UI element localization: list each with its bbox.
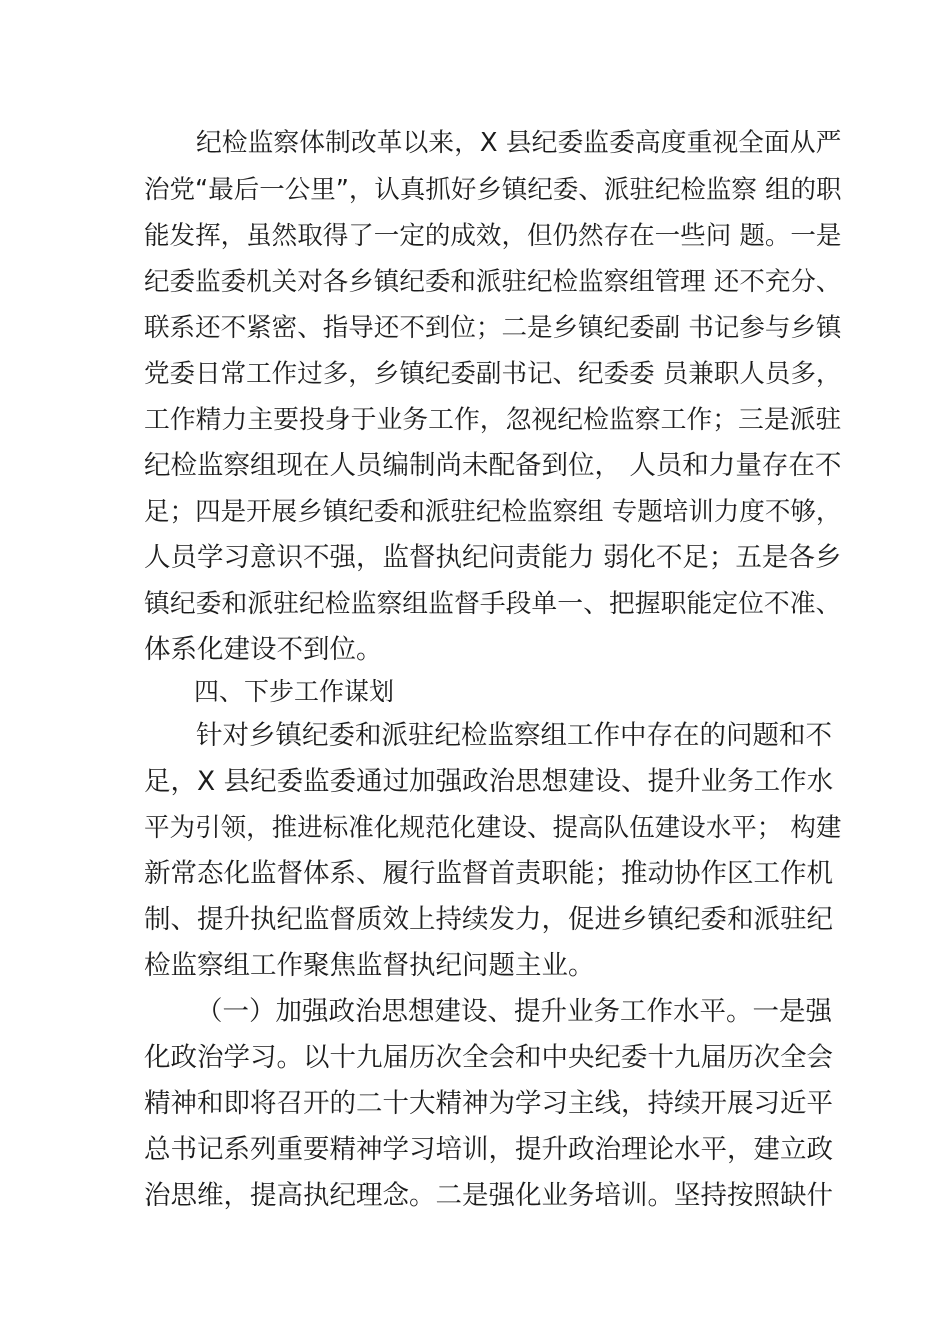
text-line: 化政治学习。以十九届历次全会和中央纪委十九届历次全会	[144, 1042, 833, 1073]
text-line: 体系化建设不到位。	[144, 634, 383, 665]
text-line: 制、提升执纪监督质效上持续发力，促进乡镇纪委和派驻纪	[144, 904, 833, 935]
text-line: 总书记系列重要精神学习培训，提升政治理论水平，建立政	[144, 1134, 833, 1165]
text-line: 检监察组工作聚焦监督执纪问题主业。	[144, 950, 595, 981]
text-line: 治党“最后一公里”，认真抓好乡镇纪委、派驻纪检监察 组的职	[144, 175, 842, 205]
text-line: 新常态化监督体系、履行监督首责职能；推动协作区工作机	[144, 858, 833, 889]
section-heading: 四、下步工作谋划	[194, 677, 395, 706]
text-line: 精神和即将召开的二十大精神为学习主线，持续开展习近平	[144, 1088, 833, 1119]
text-line: 针对乡镇纪委和派驻纪检监察组工作中存在的问题和不	[196, 720, 832, 751]
text-line: 人员学习意识不强，监督执纪问责能力 弱化不足；五是各乡	[144, 542, 842, 573]
text-line: 镇纪委和派驻纪检监察组监督手段单一、把握职能定位不准、	[144, 589, 842, 619]
text-line: 党委日常工作过多，乡镇纪委副书记、纪委委 员兼职人员多，	[144, 359, 842, 389]
text-line: 治思维，提高执纪理念。二是强化业务培训。坚持按照缺什	[144, 1180, 833, 1211]
text-line: （一）加强政治思想建设、提升业务工作水平。一是强	[196, 996, 832, 1027]
text-line: 能发挥，虽然取得了一定的成效，但仍然存在一些问 题。一是	[144, 221, 842, 251]
text-line: 纪委监委机关对各乡镇纪委和派驻纪检监察组管理 还不充分、	[144, 267, 842, 297]
text-line: 平为引领，推进标准化规范化建设、提高队伍建设水平； 构建	[144, 813, 842, 843]
text-line: 足，X 县纪委监委通过加强政治思想建设、提升业务工作水	[144, 766, 834, 797]
text-line: 足；四是开展乡镇纪委和派驻纪检监察组 专题培训力度不够，	[144, 497, 842, 527]
text-line: 联系还不紧密、指导还不到位；二是乡镇纪委副 书记参与乡镇	[144, 313, 842, 343]
text-line: 工作精力主要投身于业务工作，忽视纪检监察工作；三是派驻	[144, 405, 842, 435]
text-line: 纪检监察体制改革以来，X 县纪委监委高度重视全面从严	[196, 128, 842, 158]
text-line: 纪检监察组现在人员编制尚未配备到位， 人员和力量存在不	[144, 450, 842, 481]
